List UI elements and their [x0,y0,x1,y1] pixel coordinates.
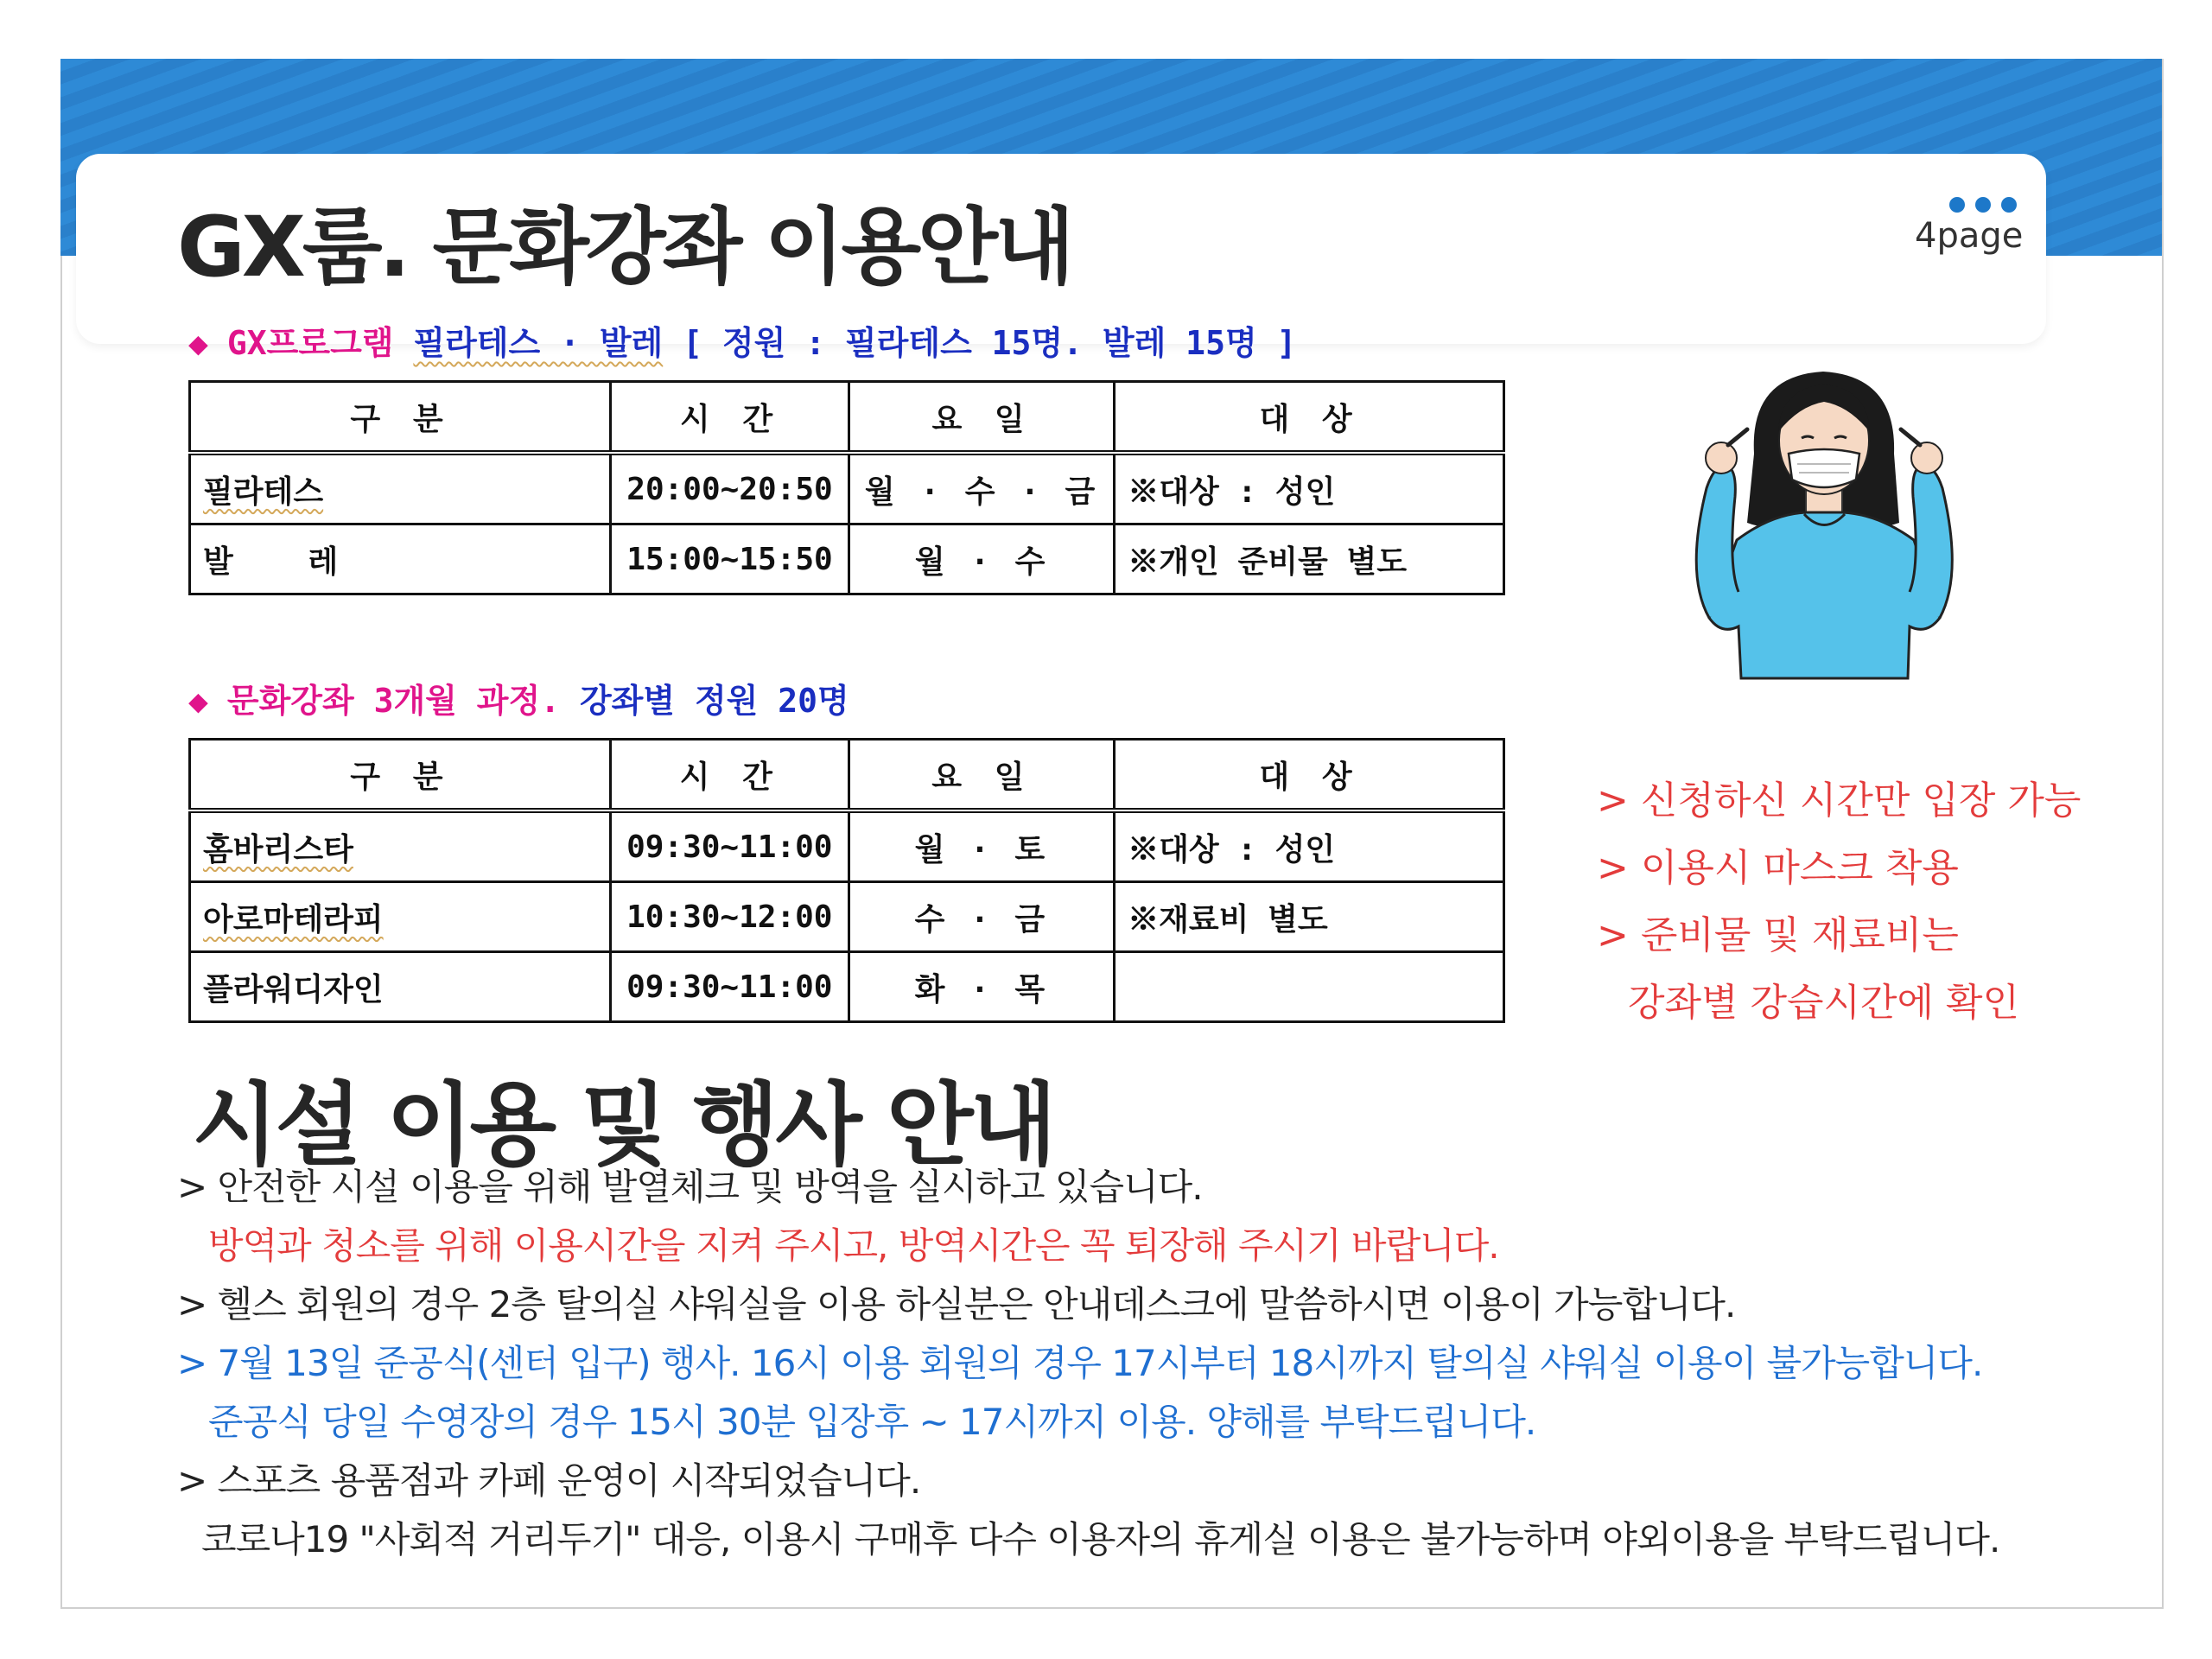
gx-programs: 필라테스 · 발레 [413,324,664,362]
table-row [190,882,1504,952]
program-time: 15:00~15:50 [611,524,849,594]
program-target: ※개인 준비물 별도 [1115,524,1504,594]
table-row [190,453,1504,524]
facility-line: 코로나19 "사회적 거리두기" 대응, 이용시 구매후 다수 이용자의 휴게실 이용은 불가능하며 야외이용을 부탁드립니다. [201,1518,2000,1560]
culture-label: 문화강좌 3개월 과정. [226,682,561,720]
table-row [190,810,1504,882]
course-name: 아로마테라피 [190,882,611,952]
page-number: 4page [1915,216,2024,256]
header-time: 시 간 [610,740,849,811]
course-target: ※재료비 별도 [1115,882,1504,952]
course-time: 09:30~11:00 [610,952,849,1022]
course-day: 월 · 토 [849,810,1114,882]
program-target: ※대상 : 성인 [1115,453,1504,524]
facility-line: 준공식 당일 수영장의 경우 15시 30분 입장후 ~ 17시까지 이용. 양해를 부탁드립니다. [208,1401,1536,1443]
note-item: > 준비물 및 재료비는 [1597,913,1959,957]
course-target [1115,952,1504,1022]
header-time: 시 간 [611,382,849,454]
facility-line: > 스포츠 용품점과 카페 운영이 시작되었습니다. [177,1459,921,1502]
program-day: 월 · 수 [849,524,1114,594]
program-time: 20:00~20:50 [611,453,849,524]
facility-notice [177,1158,1999,1569]
gx-capacity: [ 정원 : 필라테스 15명. 발레 15명 ] [683,324,1297,362]
usage-notes [1597,767,2081,1037]
course-time: 09:30~11:00 [610,810,849,882]
header-day: 요 일 [849,740,1114,811]
facility-line: > 헬스 회원의 경우 2층 탈의실 샤워실을 이용 하실분은 안내데스크에 말씀하시면 이용이 가능합니다. [177,1283,1736,1325]
culture-section-heading [188,674,849,721]
header-target: 대 상 [1115,382,1504,454]
culture-schedule-table [188,738,1505,1023]
table-header-row [190,382,1504,454]
program-day: 월 · 수 · 금 [849,453,1114,524]
culture-capacity: 강좌별 정원 20명 [579,682,849,720]
note-item: 강좌별 강습시간에 확인 [1628,981,2020,1025]
facility-title: 시설 이용 및 행사 안내 [192,1072,1054,1178]
program-name: 필라테스 [190,453,611,524]
program-name: 발 레 [190,524,611,594]
course-name: 플라워디자인 [190,952,611,1022]
table-header-row [190,740,1504,811]
facility-line: > 안전한 시설 이용을 위해 발열체크 및 방역을 실시하고 있습니다. [177,1166,1203,1208]
table-row [190,952,1504,1022]
course-time: 10:30~12:00 [610,882,849,952]
note-item: > 이용시 마스크 착용 [1597,846,1959,890]
course-target: ※대상 : 성인 [1115,810,1504,882]
course-name: 홈바리스타 [190,810,611,882]
gx-schedule-table [188,380,1505,595]
header-target: 대 상 [1115,740,1504,811]
header-category: 구 분 [190,382,611,454]
gx-section-heading [188,316,1296,364]
facility-line: 방역과 청소를 위해 이용시간을 지켜 주시고, 방역시간은 꼭 퇴장해 주시기 바랍니다. [208,1224,1499,1267]
header-category: 구 분 [190,740,611,811]
diamond-icon: ◆ [188,682,208,720]
facility-line: > 7월 13일 준공식(센터 입구) 행사. 16시 이용 회원의 경우 17시부터 18시까지 탈의실 샤워실 이용이 불가능합니다. [177,1342,1983,1384]
page-title: GX룸. 문화강좌 이용안내 [177,199,1071,296]
table-row [190,524,1504,594]
more-dots-icon [1949,197,2027,216]
gx-label: GX프로그램 [226,324,394,362]
note-item: > 신청하신 시간만 입장 가능 [1597,779,2082,823]
woman-mask-illustration [1668,359,1979,687]
diamond-icon: ◆ [188,324,208,362]
course-day: 화 · 목 [849,952,1114,1022]
course-day: 수 · 금 [849,882,1114,952]
header-day: 요 일 [849,382,1114,454]
